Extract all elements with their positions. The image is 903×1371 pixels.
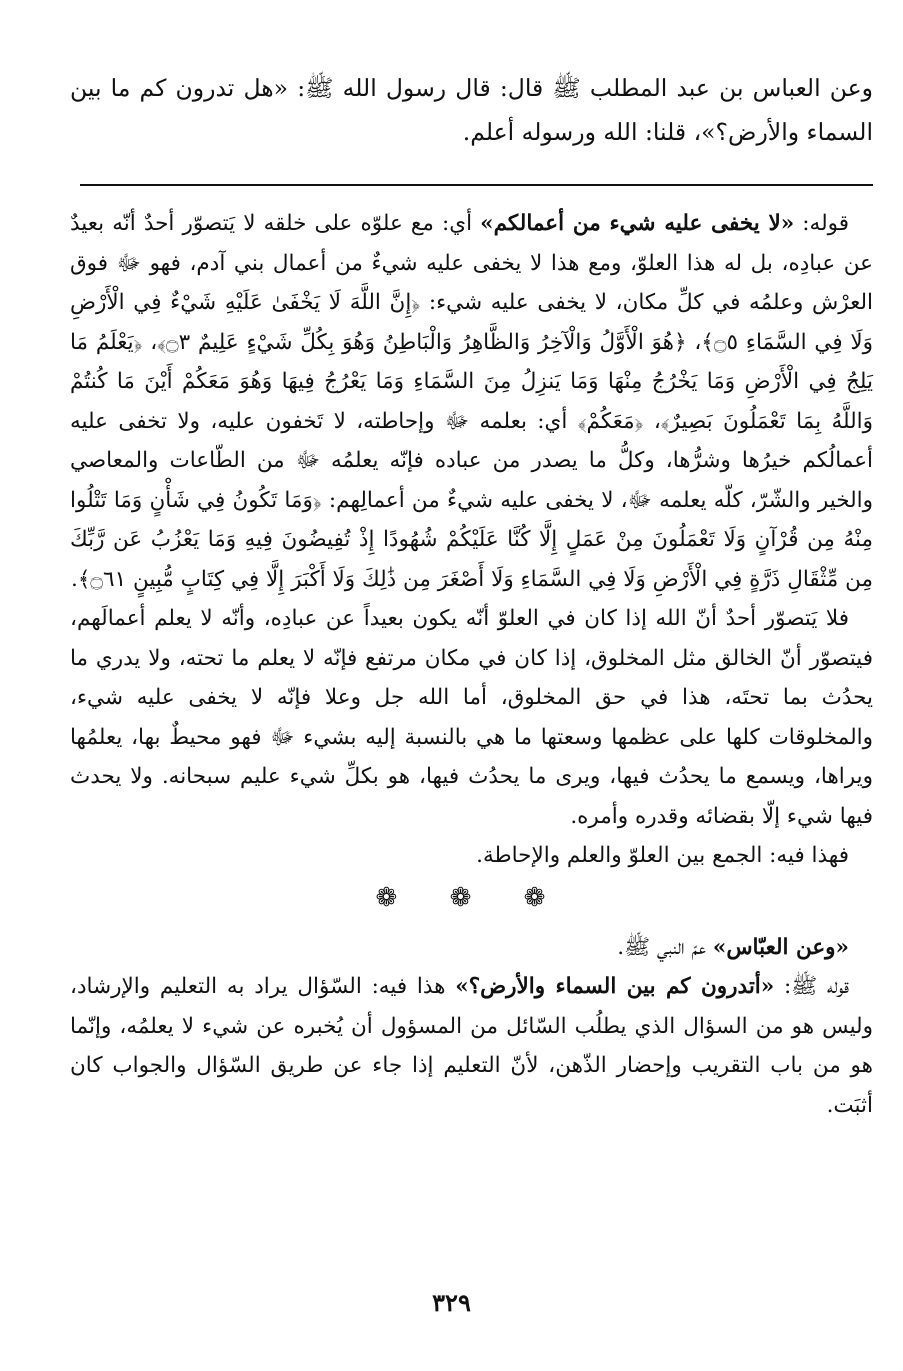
quoted-phrase: «أتدرون كم بين السماء والأرض؟» xyxy=(455,974,775,999)
commentary-text: أي: مع علوّه على خلقه لا يَتصوّر أحدٌ أنّه بعيدٌ عن عبادِه، بل له هذا العلوّ، ومع هذا لا يخفى عليه شيءٌ من أعمال بني آدم، فهو ﷻ فوق العرْش وعلمُه في كلِّ مكان، لا يخفى عليه شيء: ﴿إِنَّ اللَّهَ لَا يَخْفَىٰ عَلَيْهِ شَيْءٌ فِي الْأَرْضِ وَلَا فِي السَّمَاءِ ۝٥﴾، ﴿هُوَ الْأَوَّلُ وَالْآخِرُ وَالظَّاهِرُ وَالْبَاطِنُ وَهُوَ بِكُلِّ شَيْءٍ عَلِيمٌ ۝٣﴾، ﴿يَعْلَمُ مَا يَلِجُ فِي الْأَرْضِ وَمَا يَخْرُجُ مِنْهَا وَمَا يَنزِلُ مِنَ السَّمَاءِ وَمَا يَعْرُجُ فِيهَا وَهُوَ مَعَكُمْ أَيْنَ مَا كُنتُمْ وَاللَّهُ بِمَا تَعْمَلُونَ بَصِيرٌ﴾، ﴿مَعَكُمْ﴾ أي: بعلمه ﷻ وإحاطته، لا تَخفون عليه، ولا تخفى عليه أعمالُكم خيرُها وشرُّها، وكلُّ ما يصدر من عباده فإنّه يعلمُه ﷻ من الطّاعات والمعاصي والخير والشّرّ، كلّه يعلمه ﷻ، لا يخفى عليه شيءٌ من أعمالِهم: ﴿وَمَا تَكُونُ فِي شَأْنٍ وَمَا تَتْلُوا مِنْهُ مِن قُرْآنٍ وَلَا تَعْمَلُونَ مِنْ عَمَلٍ إِلَّا كُنَّا عَلَيْكُمْ شُهُودًا إِذْ تُفِيضُونَ فِيهِ وَمَا يَعْزُبُ عَن رَّبِّكَ مِن مِّثْقَالِ ذَرَّةٍ فِي الْأَرْضِ وَلَا فِي السَّمَاءِ وَلَا أَصْغَرَ مِن ذَٰلِكَ وَلَا أَكْبَرَ إِلَّا فِي كِتَابٍ مُّبِينٍ ۝٦١﴾. xyxy=(70,211,874,592)
commentary-lead: قوله: xyxy=(794,211,850,236)
commentary-text: عمّ النبي ﷺ. xyxy=(617,934,713,960)
quoted-phrase: «وعن العبّاس» xyxy=(712,934,849,960)
commentary-lead: قوله ﷺ: xyxy=(774,974,849,999)
commentary-paragraph-2: فلا يَتصوّر أحدٌ أنّ الله إذا كان في العلوّ أنّه يكون بعيداً عن عبادِه، وأنّه لا يعلم أعمالَهم، فيتصوّر أنّ الخالق مثل المخلوق، إذا كان في مكان مرتفع فإنّه لا يعلم ما تحته، ولا يدري ما يحدُث بما تحتَه، هذا في حق المخلوق، أما الله جل وعلا فإنّه لا يخفى عليه شيء، والمخلوقات كلها على عظمها وسعتها ما هي بالنسبة إليه بشيء ﷻ فهو محيطٌ بها، يعلمُها ويراها، ويسمع ما يحدُث فيها، ويرى ما يحدُث فيها، هو بكلِّ شيء عليم سبحانه. ولا يحدث فيها شيء إلّا بقضائه وقدره وأمره. xyxy=(70,606,873,829)
page-number: ٣٢٩ xyxy=(432,1288,471,1317)
separator-rule xyxy=(80,184,873,186)
commentary-paragraph-4 xyxy=(70,928,873,968)
commentary-block xyxy=(70,204,873,1125)
quoted-phrase: «لا يخفى عليه شيء من أعمالكم» xyxy=(480,211,795,236)
commentary-text: هذا فيه: السّؤال يراد به التعليم والإرشاد، وليس هو من السؤال الذي يطلُب السّائل من المسؤول أن يُخبره عن شيء لا يعلمُه، وإنّما هو من باب التقريب وإحضار الذّهن، لأنّ التعليم إذا جاء عن طريق السّؤال والجواب كان أثبَت. xyxy=(70,974,873,1118)
section-divider-stars: ❁ ❁ ❁ xyxy=(375,882,568,913)
commentary-paragraph-1 xyxy=(70,204,873,599)
commentary-paragraph-5 xyxy=(70,967,873,1125)
commentary-paragraph-3: فهذا فيه: الجمع بين العلوّ والعلم والإحاطة. xyxy=(476,843,849,868)
hadith-text: وعن العباس بن عبد المطلب ﷺ قال: قال رسول الله ﷺ: «هل تدرون كم ما بين السماء والأرض؟»، قلنا: الله ورسوله أعلم. xyxy=(70,74,873,146)
